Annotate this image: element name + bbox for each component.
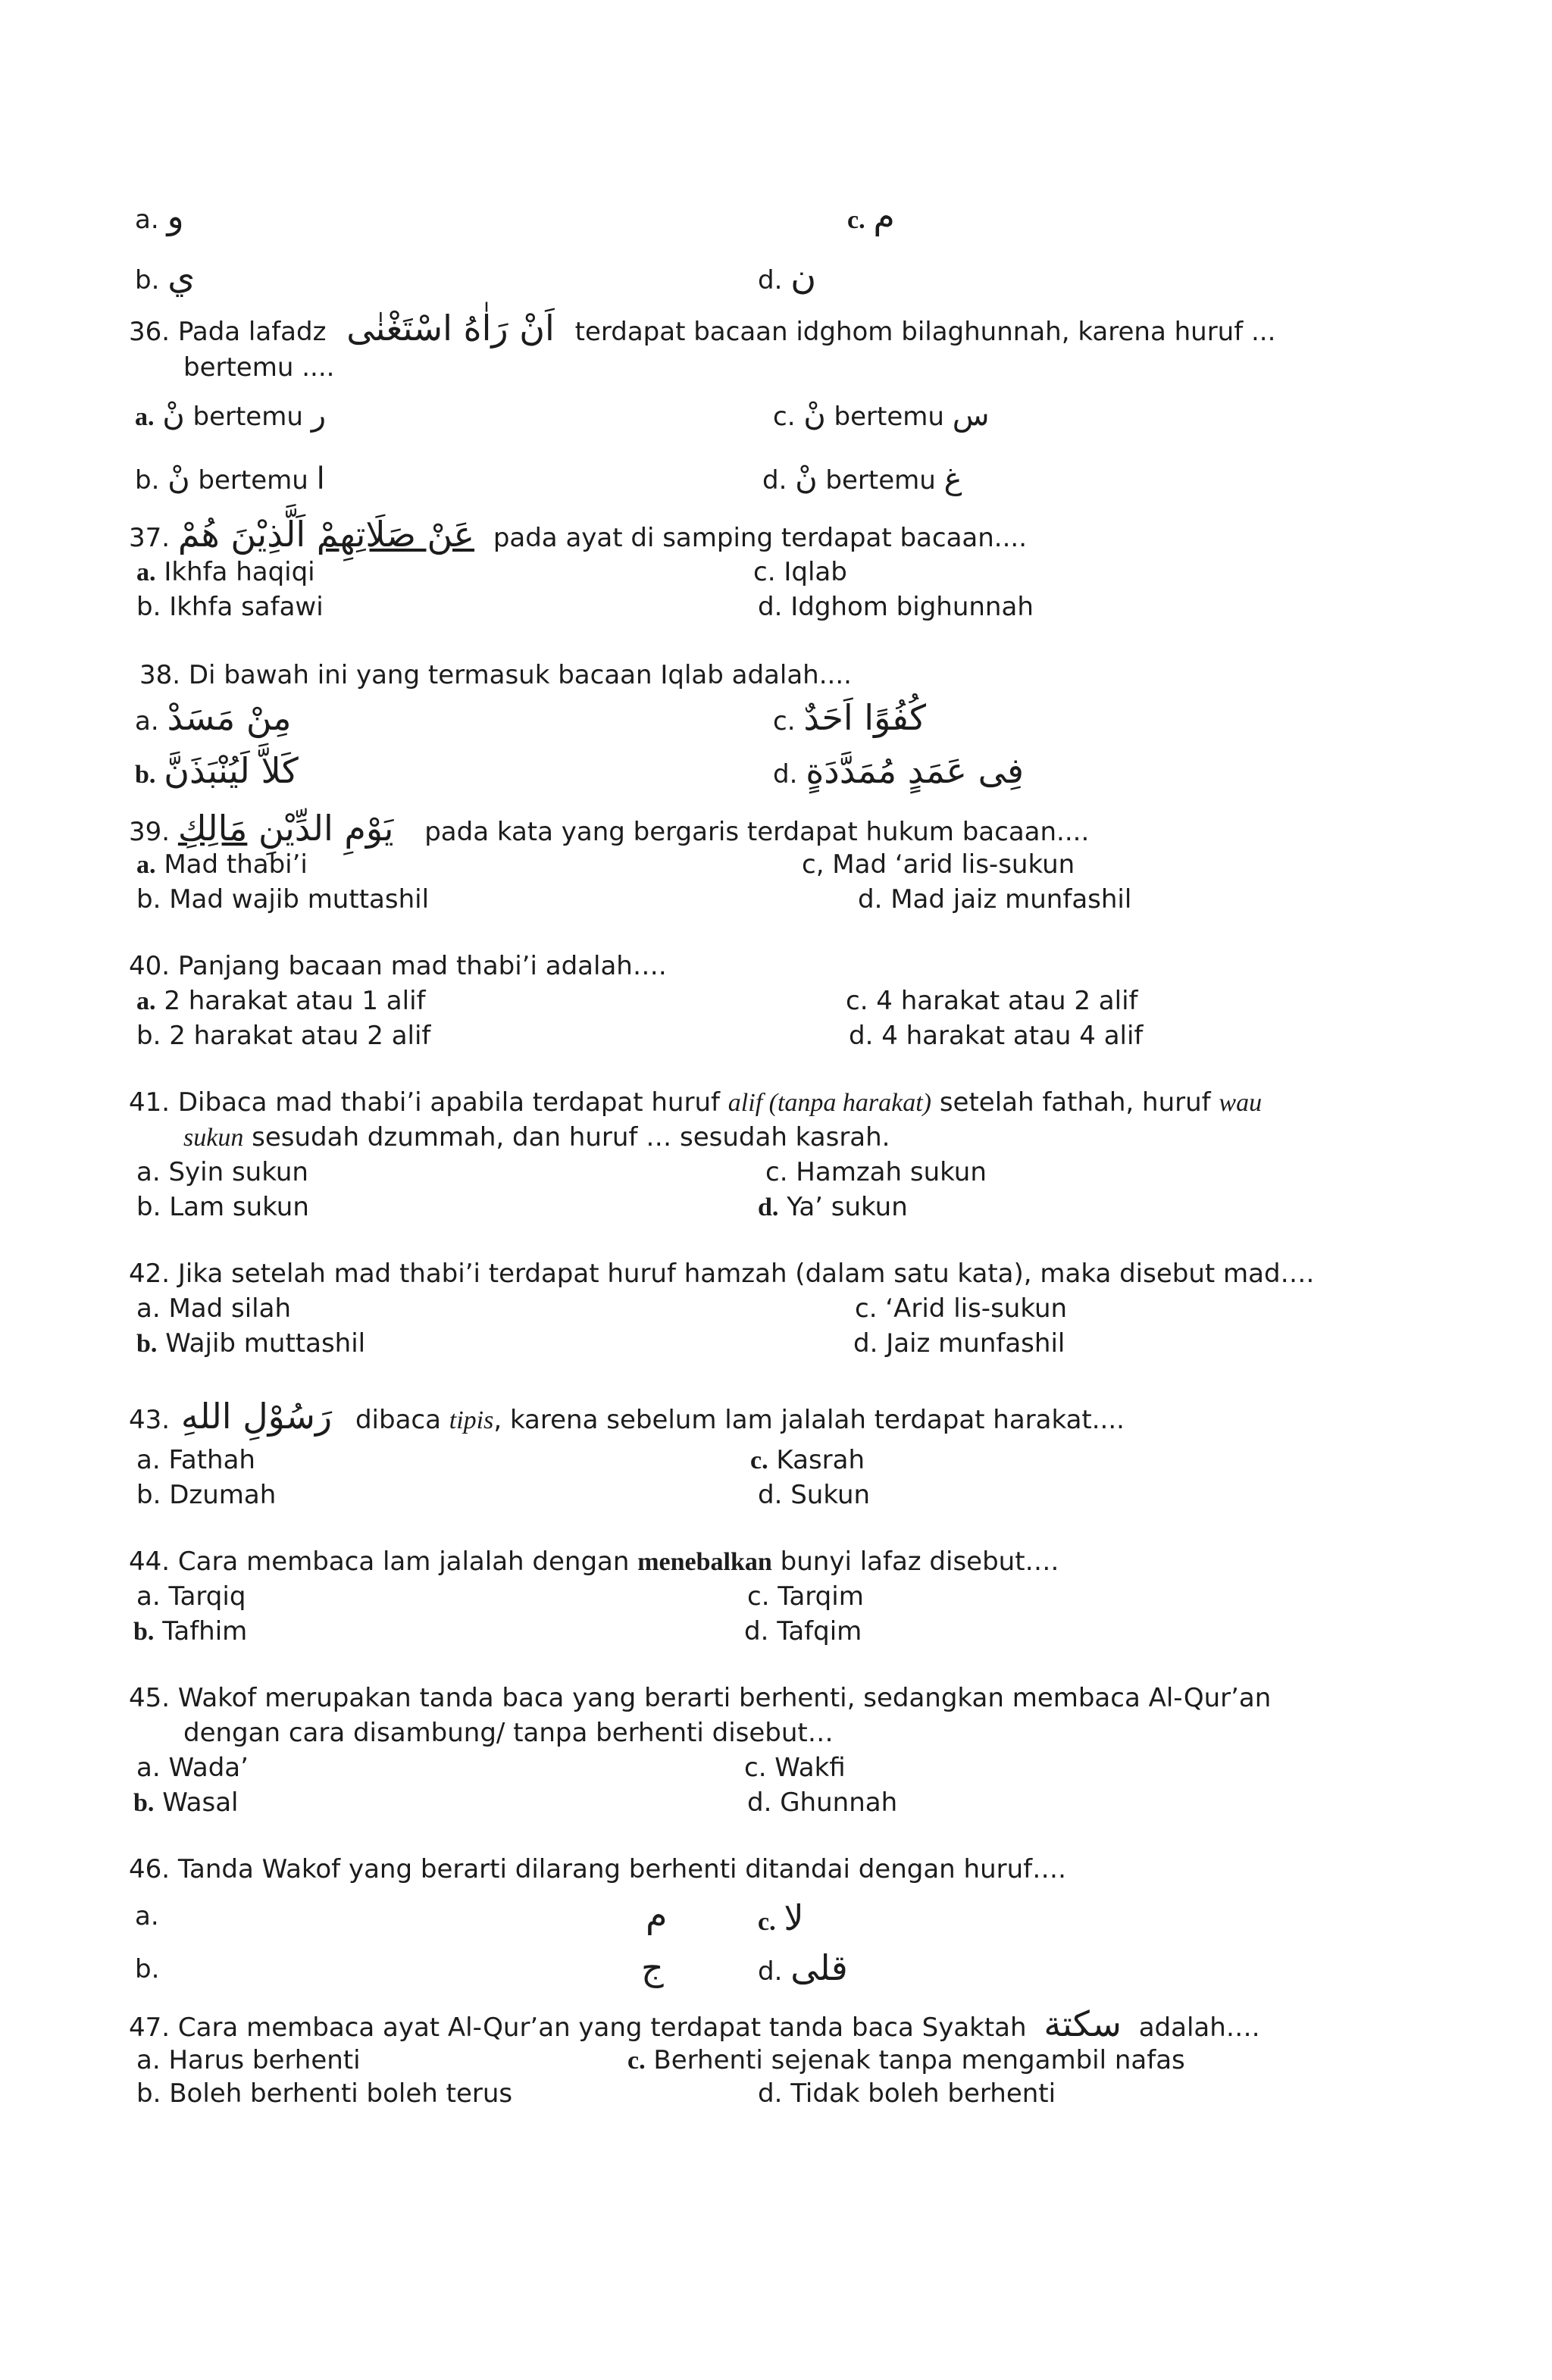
q43-option-a: a. Fathah — [136, 1445, 255, 1475]
q38-question: 38. Di bawah ini yang termasuk bacaan Iqlab adalah.... — [139, 660, 852, 690]
q46-option-c — [758, 1897, 804, 1938]
q44-option-c: c. Tarqim — [747, 1581, 864, 1612]
q39-option-b — [136, 884, 430, 915]
option-text: Mad thabi’i — [164, 849, 308, 880]
q41-option-d — [758, 1194, 908, 1221]
question-text: 47. Cara membaca ayat Al-Qur’an yang terdapat tanda baca Syaktah — [129, 2013, 1027, 2043]
option-letter: d. — [773, 759, 798, 790]
q39-question — [129, 808, 1090, 849]
arabic-text: اَنْ رَاٰهُ اسْتَغْنٰى — [346, 308, 555, 349]
q36-question — [129, 308, 1276, 349]
option-letter: b. — [135, 761, 156, 789]
q42-question: 42. Jika setelah mad thabi’i terdapat huruf hamzah (dalam satu kata), maka disebut mad…. — [129, 1259, 1315, 1289]
arabic-text: ر — [311, 398, 327, 433]
question-text: 41. Dibaca mad thabi’i apabila terdapat huruf — [129, 1087, 720, 1118]
arabic-text: كُفُوًا اَحَدٌ — [803, 697, 927, 738]
option-text: Berhenti sejenak tanpa mengambil nafas — [653, 2045, 1185, 2075]
q39-option-a — [136, 849, 308, 880]
option-text: Idghom bighunnah — [790, 592, 1034, 622]
arabic-text: غ — [943, 461, 962, 496]
arabic-text: رَسُوْلِ اللهِ — [180, 1396, 333, 1437]
question-bold: menebalkan — [637, 1548, 772, 1576]
q47-question — [129, 2003, 1260, 2044]
q42-option-a: a. Mad silah — [136, 1293, 291, 1324]
option-text: Ikhfa safawi — [169, 592, 324, 622]
q41-option-b: b. Lam sukun — [136, 1192, 309, 1222]
option-letter: c. — [773, 706, 796, 737]
q40-option-b: b. 2 harakat atau 2 alif — [136, 1021, 431, 1051]
q46-question: 46. Tanda Wakof yang berarti dilarang berhenti ditandai dengan huruf…. — [129, 1854, 1066, 1884]
option-text: 2 harakat atau 1 alif — [164, 986, 426, 1016]
question-italic: wau — [1219, 1089, 1263, 1117]
option-letter: d. — [758, 1193, 779, 1221]
question-number: 36. — [129, 317, 171, 347]
q37-question — [129, 514, 1028, 555]
arabic-text: ن — [790, 256, 816, 297]
q42-option-c: c. ‘Arid lis-sukun — [855, 1293, 1068, 1324]
question-text: 44. Cara membaca lam jalalah dengan — [129, 1547, 630, 1577]
q46-option-d — [758, 1947, 848, 1988]
question-number: 37. — [129, 523, 171, 553]
q35-option-d — [758, 256, 816, 297]
q45-question: 45. Wakof merupakan tanda baca yang berarti berhenti, sedangkan membaca Al-Qur’an — [129, 1683, 1272, 1713]
option-letter: c. — [753, 557, 776, 587]
question-text: Pada lafadz — [177, 317, 327, 347]
arabic-text: نْ — [162, 398, 185, 433]
q39-option-c: c, Mad ‘arid lis-sukun — [802, 849, 1075, 880]
question-italic: alif (tanpa harakat) — [728, 1089, 931, 1117]
option-letter: c. — [750, 1446, 768, 1475]
q44-option-b — [133, 1618, 247, 1645]
option-letter: c. — [627, 2047, 646, 2075]
q36-question-cont: bertemu .... — [183, 352, 335, 383]
option-letter: a. — [135, 205, 159, 235]
question-text: bunyi lafaz disebut…. — [780, 1547, 1059, 1577]
arabic-text: لا — [784, 1897, 804, 1938]
q37-option-a — [136, 559, 315, 586]
q36-option-a — [135, 398, 327, 433]
q38-option-d — [773, 750, 1024, 791]
q46-option-a-arabic: م — [646, 1894, 668, 1935]
question-text: setelah fathah, huruf — [939, 1087, 1211, 1118]
option-letter: b. — [135, 465, 160, 496]
question-text: , karena sebelum lam jalalah terdapat harakat.... — [493, 1405, 1125, 1435]
question-text: sesudah dzummah, dan huruf … sesudah kasrah. — [252, 1122, 890, 1152]
option-letter: b. — [136, 884, 161, 915]
q45-option-b — [133, 1787, 239, 1818]
q40-option-c: c. 4 harakat atau 2 alif — [846, 986, 1138, 1016]
option-text: Kasrah — [776, 1445, 865, 1475]
option-text: bertemu — [834, 402, 944, 432]
q44-question — [129, 1549, 1059, 1575]
option-letter: b. — [136, 592, 161, 622]
option-letter: c. — [847, 206, 865, 234]
arabic-text: سكتة — [1044, 2003, 1122, 2044]
option-letter: d. — [762, 465, 787, 496]
q36-option-d — [762, 461, 962, 496]
option-letter: a. — [136, 558, 156, 586]
q45-option-d: d. Ghunnah — [747, 1787, 898, 1818]
q37-option-c — [753, 559, 847, 585]
q38-option-a — [135, 697, 292, 738]
question-italic: sukun — [183, 1124, 244, 1152]
option-letter: b. — [133, 1618, 155, 1646]
q43-question — [129, 1396, 1125, 1437]
q40-option-d: d. 4 harakat atau 4 alif — [849, 1021, 1144, 1051]
option-letter: a. — [136, 851, 156, 879]
q37-option-d — [758, 594, 1034, 620]
option-letter: c. — [773, 402, 796, 432]
q47-option-a: a. Harus berhenti — [136, 2045, 361, 2075]
q44-option-d: d. Tafqim — [744, 1616, 862, 1647]
option-letter: d. — [758, 592, 783, 622]
arabic-text — [177, 808, 394, 849]
arabic-text: كَلاَّ لَيُنْبَذَنَّ — [164, 750, 299, 791]
q47-option-d: d. Tidak boleh berhenti — [758, 2078, 1056, 2109]
arabic-text — [177, 514, 474, 555]
q42-option-b — [136, 1328, 366, 1359]
arabic-text: ا — [316, 461, 325, 496]
option-letter: c. — [758, 1908, 776, 1936]
q46-option-a-letter: a. — [135, 1901, 159, 1931]
q46-option-b-arabic: ج — [641, 1947, 664, 1988]
q42-option-d: d. Jaiz munfashil — [853, 1328, 1065, 1359]
q43-option-d: d. Sukun — [758, 1480, 871, 1510]
q39-option-d: d. Mad jaiz munfashil — [858, 884, 1132, 915]
q35-option-c — [847, 195, 895, 236]
arabic-text: م — [873, 195, 895, 236]
option-letter: d. — [758, 1956, 783, 1987]
question-text: terdapat bacaan idghom bilaghunnah, karena huruf ... — [574, 317, 1276, 347]
option-letter: b. — [133, 1789, 155, 1817]
q43-option-c — [750, 1447, 865, 1474]
q47-option-b: b. Boleh berhenti boleh terus — [136, 2078, 513, 2109]
q47-option-c — [627, 2047, 1185, 2074]
arabic-text: قلى — [790, 1947, 848, 1988]
q45-option-c: c. Wakfi — [744, 1753, 846, 1783]
question-text: pada ayat di samping terdapat bacaan.... — [493, 523, 1028, 553]
question-text: dibaca — [355, 1405, 441, 1435]
arabic-main: اَلَّذِيْنَ هُمْ — [177, 514, 306, 555]
arabic-text: ي — [167, 256, 196, 297]
q35-option-a — [135, 195, 184, 236]
arabic-underlined: مَالِكِ — [177, 808, 248, 849]
arabic-rest: يَوْمِ الدِّيْنِ — [258, 808, 394, 849]
option-text: Mad wajib muttashil — [169, 884, 430, 915]
arabic-text: نْ — [795, 461, 818, 496]
q41-question — [129, 1087, 1263, 1118]
q36-option-c — [773, 398, 990, 433]
option-text: Wajib muttashil — [165, 1328, 366, 1359]
q41-question-cont — [183, 1124, 890, 1151]
option-letter: d. — [758, 265, 783, 296]
question-number: 39. — [129, 817, 171, 847]
q36-option-b — [135, 461, 325, 496]
option-text: bertemu — [825, 465, 936, 496]
option-text: bertemu — [198, 465, 308, 496]
arabic-text: و — [167, 195, 184, 236]
q35-option-b — [135, 256, 196, 297]
arabic-text: مِنْ مَسَدْ — [167, 697, 292, 738]
q45-option-a: a. Wada’ — [136, 1753, 249, 1783]
option-text: Ya’ sukun — [787, 1192, 908, 1222]
arabic-text: س — [952, 398, 990, 433]
option-text: Ikhfa haqiqi — [164, 557, 315, 587]
q41-option-a: a. Syin sukun — [136, 1157, 308, 1187]
q41-option-c: c. Hamzah sukun — [765, 1157, 987, 1187]
option-letter: a. — [135, 706, 159, 737]
option-letter: a. — [135, 403, 155, 431]
option-letter: a. — [136, 987, 156, 1015]
arabic-text: فِى عَمَدٍ مُمَدَّدَةٍ — [806, 750, 1024, 791]
q43-option-b: b. Dzumah — [136, 1480, 277, 1510]
q46-option-b-letter: b. — [135, 1954, 160, 1984]
q40-option-a — [136, 988, 426, 1015]
q45-question-cont: dengan cara disambung/ tanpa berhenti disebut… — [183, 1718, 834, 1748]
question-number: 43. — [129, 1405, 171, 1435]
option-text: Iqlab — [784, 557, 847, 587]
q44-option-a: a. Tarqiq — [136, 1581, 246, 1612]
question-italic: tipis — [449, 1406, 494, 1434]
option-letter: b. — [136, 1330, 158, 1358]
q40-question: 40. Panjang bacaan mad thabi’i adalah…. — [129, 951, 667, 981]
option-letter: b. — [135, 265, 160, 296]
arabic-text: نْ — [167, 461, 190, 496]
question-text: adalah…. — [1138, 2013, 1260, 2043]
option-text: Wasal — [162, 1787, 239, 1818]
question-text: pada kata yang bergaris terdapat hukum bacaan.... — [424, 817, 1090, 847]
q38-option-c — [773, 697, 927, 738]
q38-option-b — [135, 750, 299, 791]
option-text: Tafhim — [162, 1616, 248, 1647]
q37-option-b — [136, 594, 324, 620]
arabic-underlined: عَنْ صَلَاتِهِمْ — [316, 514, 474, 555]
option-text: bertemu — [192, 402, 303, 432]
arabic-text: نْ — [803, 398, 826, 433]
